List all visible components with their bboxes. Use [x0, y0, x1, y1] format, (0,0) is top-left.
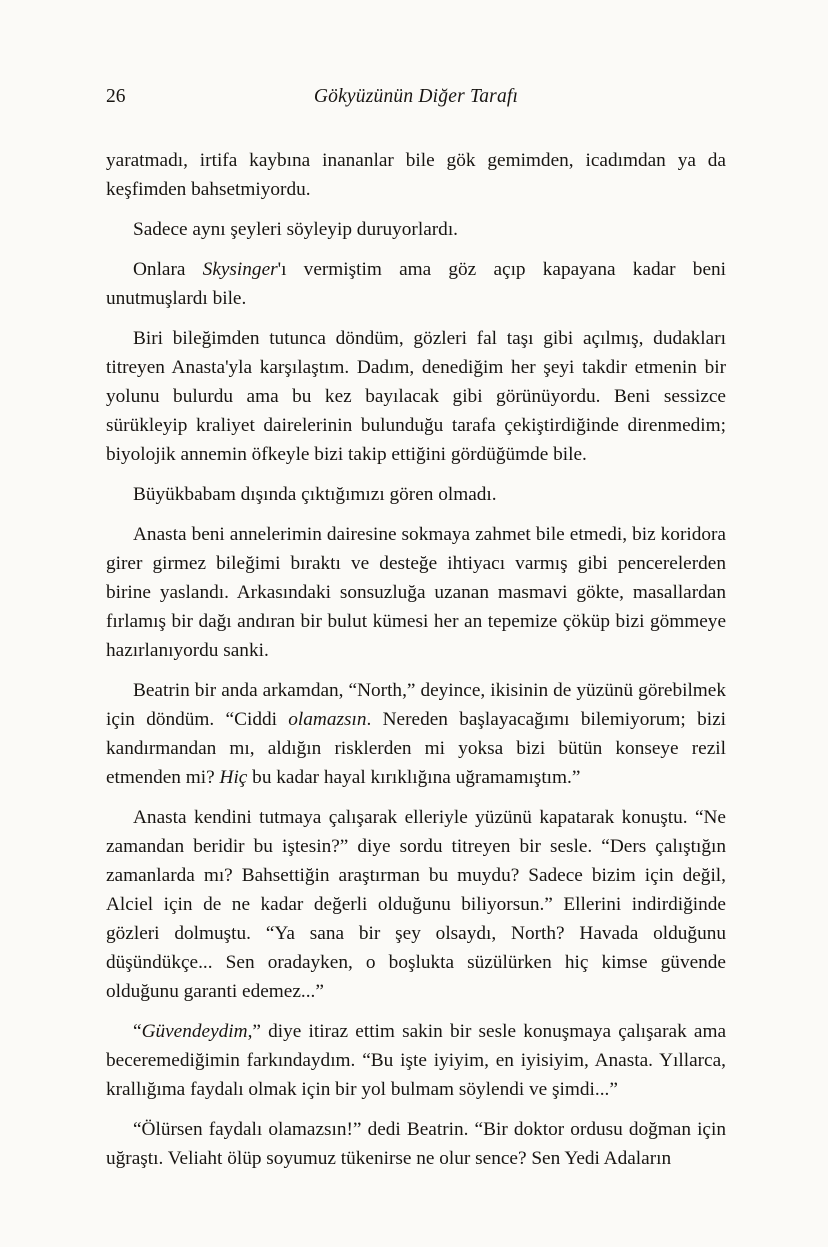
text-run: yaratmadı, irtifa kaybına inananlar bile gök gemimden, icadımdan ya da keşfimden bahsetmiyordu.: [106, 150, 726, 200]
text-run: ,” diye itiraz ettim sakin bir sesle konuşmaya çalışarak ama beceremediğimin farkındaydım. “Bu işte iyiyim, en iyisiyim, Anasta. Yıllarca, krallığıma faydalı olmak için bir yol bulmam söylendi ve şimdi...”: [106, 1021, 726, 1100]
paragraph: [106, 255, 726, 313]
text-run: bu kadar hayal kırıklığına uğramamıştım.”: [247, 767, 581, 788]
italic-text-run: Güvendeydim: [141, 1021, 248, 1042]
paragraph: [106, 215, 726, 244]
text-run: . Nereden başlayacağımı bilemiyorum; bizi kandırmandan mı, aldığın risklerden mi yoksa bizi bütün konseye rezil etmenden mi?: [106, 709, 727, 788]
text-run: Büyükbabam dışında çıktığımızı gören olmadı.: [133, 484, 497, 505]
text-run: Biri bileğimden tutunca döndüm, gözleri fal taşı gibi açılmış, dudakları titreyen Anasta'yla karşılaştım. Dadım, denediğim her şeyi takdir etmenin bir yolunu bulurdu ama bu kez bayılacak gibi görünüyordu. Beni sessizce sürükleyip kraliyet dairelerinin bulunduğu tarafa çekiştirdiğinde direnmedim; biyolojik annemin öfkeyle bizi takip ettiğini gördüğümde bile.: [106, 328, 726, 465]
italic-text-run: Skysinger: [202, 259, 278, 280]
text-run: “Ölürsen faydalı olamazsın!” dedi Beatrin. “Bir doktor ordusu doğman için uğraştı. Veliaht ölüp soyumuz tükenirse ne olur sence? Sen Yedi Adaların: [106, 1119, 726, 1169]
text-run: Onlara: [133, 259, 203, 280]
text-run: Anasta beni annelerimin dairesine sokmaya zahmet bile etmedi, biz koridora girer girmez bileğimi bıraktı ve desteğe ihtiyacı varmış gibi pencerelerden birine yaslandı. Arkasındaki sonsuzluğa uzanan masmavi gökte, masallardan fırlamış bir dağı andıran bir bulut kümesi her an tepemize çöküp bizi gömmeye hazırlanıyordu sanki.: [106, 524, 726, 661]
paragraph: [106, 1017, 726, 1104]
italic-text-run: Hiç: [219, 767, 248, 788]
text-run: “: [133, 1021, 142, 1042]
paragraph: [106, 146, 726, 204]
paragraph: [106, 676, 726, 792]
italic-text-run: olamazsın: [288, 709, 367, 730]
paragraph: [106, 480, 726, 509]
paragraph: [106, 1115, 726, 1173]
text-run: Anasta kendini tutmaya çalışarak elleriyle yüzünü kapatarak konuştu. “Ne zamandan beridir bu iştesin?” diye sordu titreyen bir sesle. “Ders çalıştığın zamanlarda mı? Bahsettiğin araştırman bu muydu? Sadece bizim için değil, Alciel için de ne kadar değerli olduğunu biliyorsun.” Ellerini indirdiğinde gözleri dolmuştu. “Ya sana bir şey olsaydı, North? Havada olduğunu düşündükçe... Sen oradayken, o boşlukta süzülürken hiç kimse güvende olduğunu garanti edemez...”: [106, 807, 726, 1002]
page-number: 26: [106, 86, 126, 107]
running-header: [106, 84, 726, 110]
running-head-title: Gökyüzünün Diğer Tarafı: [313, 86, 519, 107]
text-run: 'ı vermiştim ama göz açıp kapayana kadar beni unutmuşlardı bile.: [106, 259, 726, 309]
paragraph: [106, 324, 726, 469]
paragraph: [106, 520, 726, 665]
text-run: Sadece aynı şeyleri söyleyip duruyorlardı.: [133, 219, 459, 240]
text-run: Beatrin bir anda arkamdan, “North,” deyince, ikisinin de yüzünü görebilmek için döndüm. “Ciddi: [106, 680, 726, 730]
body-text: [106, 146, 726, 1173]
paragraph: [106, 803, 726, 1006]
